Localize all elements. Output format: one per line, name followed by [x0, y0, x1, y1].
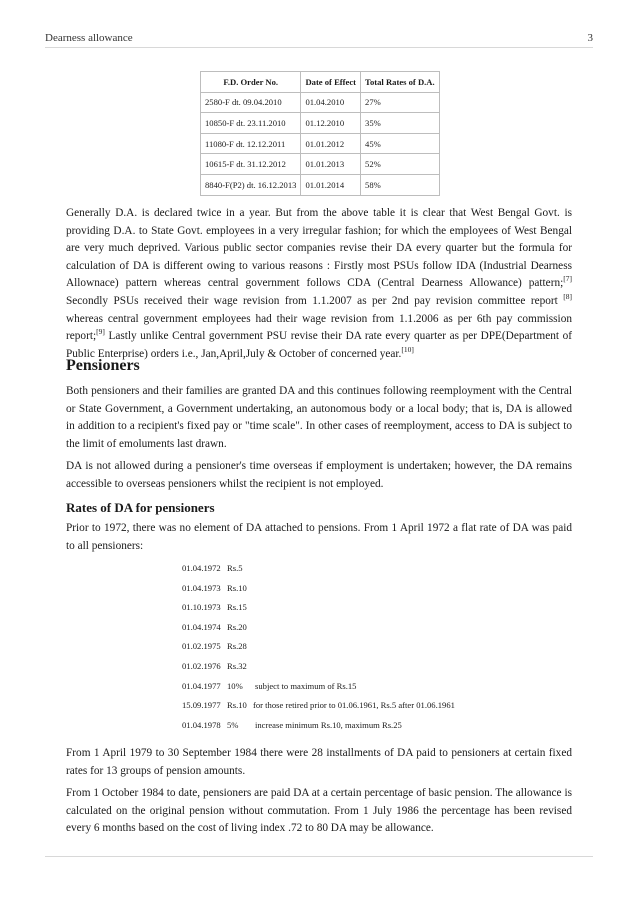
page-header	[45, 32, 593, 46]
rate-amount: 10%	[227, 680, 243, 691]
table-header-row	[201, 72, 440, 93]
table-row	[201, 113, 440, 134]
order-number-cell: 10615-F dt. 31.12.2012	[201, 154, 301, 175]
paragraph-text: Generally D.A. is declared twice in a year. But from the above table it is clear that West Bengal Govt. is providing D.A. to State Govt. employees in a very irregular fashion; for which the employees of West Bengal are very much deprived. Various public sector companies revise their DA every quarter but the formula for calculation of DA is different owing to various reasons : Firstly most PSUs follow IDA (Industrial Dearness Allownace) pattern whereas central government follows CDA (Central Dearness Allowance) pattern;	[66, 207, 572, 290]
rates-intro-block	[66, 520, 572, 555]
rate-date: 15.09.1977	[182, 700, 221, 711]
rate-cell: 52%	[361, 154, 440, 175]
effect-date-cell: 01.01.2014	[301, 174, 361, 195]
paragraph-percentage-basis: From 1 October 1984 to date, pensioners are paid DA at a certain percentage of basic pension. The allowance is calculated on the original pension without commutation. From 1 July 1986 the percentage has been revised every 6 months based on the cost of living index .72 to 80 DA may be allowance.	[66, 787, 572, 835]
section-heading: Pensioners	[66, 357, 140, 374]
intro-block	[66, 205, 572, 363]
page-number: 3	[587, 32, 593, 44]
rate-date: 01.04.1974	[182, 621, 221, 632]
rate-amount: Rs.5	[227, 563, 243, 573]
table-row	[201, 174, 440, 195]
rate-note: subject to maximum of Rs.15	[255, 680, 357, 691]
order-number-cell: 2580-F dt. 09.04.2010	[201, 92, 301, 113]
reference-link[interactable]: [7]	[563, 274, 572, 284]
table-row	[201, 133, 440, 154]
rates-followup-block	[66, 745, 572, 838]
order-number-cell: 8840-F(P2) dt. 16.12.2013	[201, 174, 301, 195]
rate-cell: 27%	[361, 92, 440, 113]
rate-amount: 5%	[227, 719, 239, 730]
rate-date: 01.04.1973	[182, 582, 221, 593]
paragraph-text: whereas central government employees had their wage revision from 1.1.2006 as per 6th pay commission report;	[66, 312, 572, 343]
reference-link[interactable]: [9]	[96, 327, 105, 337]
rate-cell: 35%	[361, 113, 440, 134]
da-order-table	[200, 71, 440, 196]
effect-date-cell: 01.01.2012	[301, 133, 361, 154]
pensioners-body	[66, 383, 572, 494]
footer-divider	[45, 856, 593, 857]
reference-link[interactable]: [8]	[563, 292, 572, 302]
effect-date-cell: 01.01.2013	[301, 154, 361, 175]
rate-cell: 45%	[361, 133, 440, 154]
rate-amount: Rs.10	[227, 582, 247, 593]
rate-date: 01.04.1978	[182, 719, 221, 730]
paragraph-da-overview	[66, 205, 572, 363]
paragraph-pensioners-eligibility: Both pensioners and their families are granted DA and this continues following reemployment with the Central or State Government, a Government undertaking, an autonomous body or a local body; that is, DA is allowed in addition to a recipient's fixed pay or "time scale". In other cases of reemployment, access to DA is subject to the limit of emoluments last drawn.	[66, 385, 572, 450]
rate-amount: Rs.20	[227, 621, 247, 632]
table-row	[201, 154, 440, 175]
order-number-cell: 11080-F dt. 12.12.2011	[201, 133, 301, 154]
rate-date: 01.02.1975	[182, 641, 221, 652]
table-row	[201, 92, 440, 113]
rate-date: 01.10.1973	[182, 602, 221, 613]
reference-link[interactable]: [10]	[401, 344, 414, 354]
running-title: Dearness allowance	[45, 32, 133, 44]
paragraph-rates-intro: Prior to 1972, there was no element of DA attached to pensions. From 1 April 1972 a flat rate of DA was paid to all pensioners:	[66, 522, 572, 552]
paragraph-text: Secondly PSUs received their wage revision from 1.1.2007 as per 2nd pay revision committee report	[66, 294, 564, 307]
column-header: Total Rates of D.A.	[361, 72, 440, 93]
rate-amount: Rs.15	[227, 602, 247, 613]
effect-date-cell: 01.04.2010	[301, 92, 361, 113]
rate-note: increase minimum Rs.10, maximum Rs.25	[255, 719, 402, 730]
paragraph-pensioners-overseas: DA is not allowed during a pensioner's time overseas if employment is undertaken; however, the DA remains accessible to overseas pensioners whilst the recipient is not employed.	[66, 460, 572, 490]
rates-section	[66, 500, 572, 516]
rate-date: 01.04.1977	[182, 680, 221, 691]
pensioners-section	[66, 357, 572, 375]
rate-note: for those retired prior to 01.06.1961, Rs.5 after 01.06.1961	[253, 700, 455, 711]
paragraph-installments: From 1 April 1979 to 30 September 1984 there were 28 installments of DA paid to pensioners at certain fixed rates for 13 groups of pension amounts.	[66, 747, 572, 777]
header-divider	[45, 47, 593, 48]
rate-date: 01.02.1976	[182, 660, 221, 671]
rate-amount: Rs.28	[227, 641, 247, 652]
effect-date-cell: 01.12.2010	[301, 113, 361, 134]
rate-date: 01.04.1972	[182, 563, 221, 573]
order-number-cell: 10850-F dt. 23.11.2010	[201, 113, 301, 134]
column-header: Date of Effect	[301, 72, 361, 93]
rate-cell: 58%	[361, 174, 440, 195]
rate-amount: Rs.10	[227, 700, 247, 711]
paragraph-text: Lastly unlike Central government PSU revise their DA rate every quarter as per DPE(Department of Public Enterprise) orders i.e., Jan,April,July & October of concerned year.	[66, 330, 572, 360]
rate-amount: Rs.32	[227, 660, 247, 671]
subsection-heading: Rates of DA for pensioners	[66, 500, 215, 515]
column-header: F.D. Order No.	[201, 72, 301, 93]
